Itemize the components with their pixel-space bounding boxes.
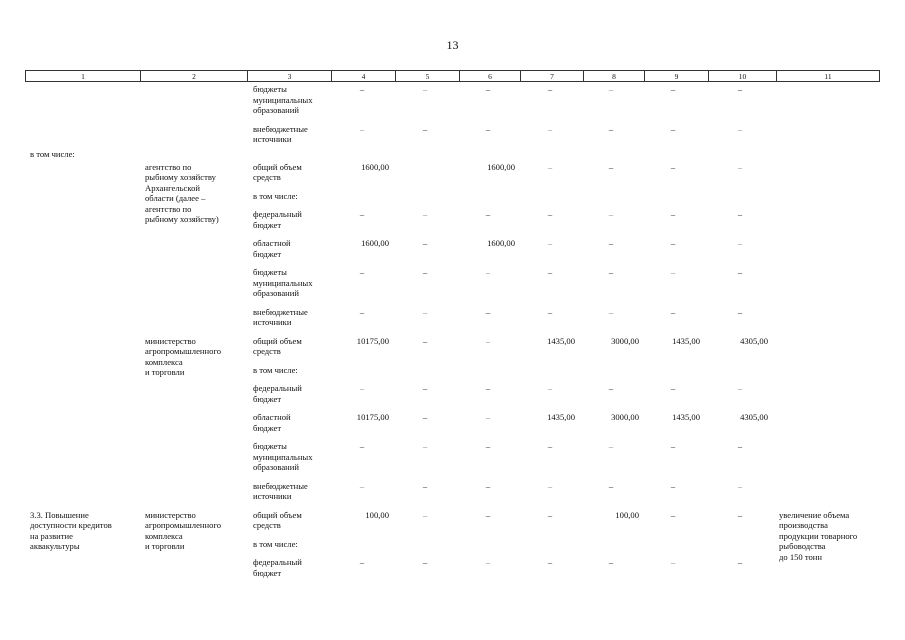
cell-dash: – bbox=[547, 557, 553, 567]
cell-dash: – bbox=[737, 84, 743, 94]
cell-dash: – bbox=[547, 161, 553, 172]
cell-dash: – bbox=[422, 412, 428, 422]
expected-result: до 150 тонн bbox=[779, 551, 822, 562]
cell-dash: – bbox=[737, 161, 743, 172]
cell-dash: – bbox=[737, 267, 743, 277]
executor-name: области (далее – bbox=[145, 193, 206, 203]
cell-dash: – bbox=[359, 441, 365, 451]
cell-dash: – bbox=[670, 557, 676, 567]
cell-value: 1600,00 bbox=[487, 238, 515, 248]
column-number-header bbox=[25, 70, 880, 82]
section-title: доступности кредитов bbox=[30, 520, 112, 530]
executor-name: рыбному хозяйству) bbox=[145, 214, 219, 224]
section-title: в том числе: bbox=[30, 148, 75, 159]
row-label: бюджет bbox=[253, 567, 282, 578]
cell-dash: – bbox=[670, 123, 676, 134]
cell-dash: – bbox=[670, 480, 676, 491]
cell-dash: – bbox=[737, 557, 743, 567]
cell-value: 3000,00 bbox=[611, 412, 639, 422]
section-title: аквакультуры bbox=[30, 541, 80, 551]
cell-dash: – bbox=[485, 412, 491, 422]
cell-dash: – bbox=[608, 557, 614, 567]
row-label: муниципальных bbox=[253, 94, 313, 105]
column-header-10: 10 bbox=[709, 71, 777, 82]
column-header-6: 6 bbox=[460, 71, 521, 82]
cell-value: 100,00 bbox=[615, 509, 639, 520]
cell-dash: – bbox=[547, 441, 553, 451]
executor-name: министерство bbox=[145, 335, 196, 346]
cell-dash: – bbox=[670, 441, 676, 451]
cell-dash: – bbox=[422, 267, 428, 277]
row-label: областной bbox=[253, 412, 291, 422]
expected-result: продукции товарного bbox=[779, 530, 858, 541]
executor-name: и торговли bbox=[145, 541, 185, 551]
row-label: бюджеты bbox=[253, 84, 287, 94]
cell-value: 1435,00 bbox=[672, 335, 700, 346]
cell-dash: – bbox=[422, 306, 428, 317]
row-label: федеральный bbox=[253, 557, 302, 567]
row-label: муниципальных bbox=[253, 277, 313, 288]
cell-dash: – bbox=[547, 84, 553, 94]
executor-name: комплекса bbox=[145, 530, 183, 541]
row-label: в том числе: bbox=[253, 364, 298, 375]
cell-value: 10175,00 bbox=[356, 335, 389, 346]
cell-dash: – bbox=[547, 238, 553, 248]
cell-value: 3000,00 bbox=[611, 335, 639, 346]
cell-dash: – bbox=[608, 267, 614, 277]
cell-dash: – bbox=[547, 306, 553, 317]
row-label: источники bbox=[253, 134, 292, 144]
row-label: средств bbox=[253, 520, 281, 530]
row-label: источники bbox=[253, 317, 292, 327]
column-header-11: 11 bbox=[777, 71, 880, 82]
column-header-3: 3 bbox=[248, 71, 332, 82]
cell-dash: – bbox=[670, 84, 676, 94]
cell-dash: – bbox=[547, 383, 553, 393]
cell-dash: – bbox=[608, 209, 614, 219]
cell-dash: – bbox=[737, 123, 743, 134]
executor-name: Архангельской bbox=[145, 182, 200, 193]
row-label: областной bbox=[253, 238, 291, 248]
cell-dash: – bbox=[608, 306, 614, 317]
cell-value: 4305,00 bbox=[740, 412, 768, 422]
column-header-9: 9 bbox=[645, 71, 709, 82]
executor-name: комплекса bbox=[145, 356, 183, 367]
column-header-7: 7 bbox=[521, 71, 584, 82]
row-label: средств bbox=[253, 346, 281, 356]
cell-dash: – bbox=[547, 123, 553, 134]
cell-dash: – bbox=[737, 238, 743, 248]
cell-dash: – bbox=[422, 335, 428, 346]
cell-dash: – bbox=[485, 480, 491, 491]
cell-dash: – bbox=[359, 306, 365, 317]
cell-dash: – bbox=[670, 161, 676, 172]
cell-dash: – bbox=[547, 267, 553, 277]
cell-dash: – bbox=[670, 238, 676, 248]
section-title: на развитие bbox=[30, 530, 73, 541]
cell-dash: – bbox=[485, 335, 491, 346]
row-label: внебюджетные bbox=[253, 123, 308, 134]
cell-dash: – bbox=[737, 383, 743, 393]
row-label: образований bbox=[253, 288, 299, 298]
cell-value: 1600,00 bbox=[361, 238, 389, 248]
expected-result: рыбоводства bbox=[779, 541, 826, 551]
cell-dash: – bbox=[608, 383, 614, 393]
cell-dash: – bbox=[670, 509, 676, 520]
cell-dash: – bbox=[608, 238, 614, 248]
cell-dash: – bbox=[547, 209, 553, 219]
column-header-8: 8 bbox=[584, 71, 645, 82]
cell-dash: – bbox=[670, 209, 676, 219]
row-label: в том числе: bbox=[253, 538, 298, 549]
cell-dash: – bbox=[547, 480, 553, 491]
row-label: бюджет bbox=[253, 248, 282, 259]
executor-name: и торговли bbox=[145, 367, 185, 377]
cell-value: 1600,00 bbox=[361, 161, 389, 172]
cell-dash: – bbox=[485, 509, 491, 520]
row-label: средств bbox=[253, 172, 281, 182]
row-label: бюджет bbox=[253, 422, 282, 433]
cell-dash: – bbox=[485, 383, 491, 393]
column-header-1: 1 bbox=[26, 71, 141, 82]
cell-dash: – bbox=[485, 557, 491, 567]
cell-dash: – bbox=[359, 123, 365, 134]
row-label: федеральный bbox=[253, 383, 302, 393]
cell-dash: – bbox=[737, 209, 743, 219]
row-label: образований bbox=[253, 462, 299, 472]
cell-dash: – bbox=[422, 238, 428, 248]
executor-name: агропромышленного bbox=[145, 346, 221, 356]
cell-dash: – bbox=[422, 557, 428, 567]
cell-value: 1435,00 bbox=[547, 412, 575, 422]
row-label: внебюджетные bbox=[253, 306, 308, 317]
row-label: общий объем bbox=[253, 161, 302, 172]
cell-value: 10175,00 bbox=[356, 412, 389, 422]
row-label: образований bbox=[253, 105, 299, 115]
cell-dash: – bbox=[737, 306, 743, 317]
cell-dash: – bbox=[608, 480, 614, 491]
cell-dash: – bbox=[359, 267, 365, 277]
executor-name: агентство по bbox=[145, 203, 192, 214]
cell-dash: – bbox=[670, 306, 676, 317]
cell-dash: – bbox=[608, 161, 614, 172]
column-header-4: 4 bbox=[332, 71, 396, 82]
cell-dash: – bbox=[485, 441, 491, 451]
cell-dash: – bbox=[737, 480, 743, 491]
cell-dash: – bbox=[670, 383, 676, 393]
cell-dash: – bbox=[359, 383, 365, 393]
row-label: бюджеты bbox=[253, 441, 287, 451]
cell-value: 1435,00 bbox=[547, 335, 575, 346]
cell-dash: – bbox=[359, 209, 365, 219]
row-label: общий объем bbox=[253, 509, 302, 520]
cell-dash: – bbox=[737, 509, 743, 520]
column-header-2: 2 bbox=[141, 71, 248, 82]
row-label: муниципальных bbox=[253, 451, 313, 462]
row-label: источники bbox=[253, 491, 292, 501]
cell-dash: – bbox=[608, 123, 614, 134]
cell-value: 1600,00 bbox=[487, 161, 515, 172]
section-title: 3.3. Повышение bbox=[30, 509, 89, 520]
executor-name: агентство по bbox=[145, 161, 192, 172]
cell-dash: – bbox=[485, 209, 491, 219]
cell-dash: – bbox=[422, 123, 428, 134]
column-header-5: 5 bbox=[396, 71, 460, 82]
row-label: внебюджетные bbox=[253, 480, 308, 491]
cell-dash: – bbox=[485, 267, 491, 277]
cell-value: 100,00 bbox=[365, 509, 389, 520]
cell-dash: – bbox=[547, 509, 553, 520]
cell-dash: – bbox=[608, 441, 614, 451]
row-label: в том числе: bbox=[253, 190, 298, 201]
row-label: бюджет bbox=[253, 393, 282, 404]
cell-dash: – bbox=[422, 441, 428, 451]
executor-name: рыбному хозяйству bbox=[145, 172, 216, 182]
cell-dash: – bbox=[608, 84, 614, 94]
cell-dash: – bbox=[485, 84, 491, 94]
cell-dash: – bbox=[737, 441, 743, 451]
expected-result: увеличение объема bbox=[779, 509, 850, 520]
row-label: бюджеты bbox=[253, 267, 287, 277]
cell-dash: – bbox=[422, 509, 428, 520]
cell-dash: – bbox=[485, 306, 491, 317]
expected-result: производства bbox=[779, 520, 828, 530]
cell-dash: – bbox=[422, 84, 428, 94]
row-label: общий объем bbox=[253, 335, 302, 346]
cell-dash: – bbox=[422, 209, 428, 219]
row-label: федеральный bbox=[253, 209, 302, 219]
row-label: бюджет bbox=[253, 219, 282, 230]
cell-dash: – bbox=[359, 84, 365, 94]
cell-dash: – bbox=[485, 123, 491, 134]
executor-name: министерство bbox=[145, 509, 196, 520]
cell-value: 1435,00 bbox=[672, 412, 700, 422]
cell-dash: – bbox=[359, 557, 365, 567]
page-number: 13 bbox=[446, 38, 459, 52]
cell-dash: – bbox=[422, 480, 428, 491]
cell-dash: – bbox=[359, 480, 365, 491]
cell-value: 4305,00 bbox=[740, 335, 768, 346]
cell-dash: – bbox=[670, 267, 676, 277]
executor-name: агропромышленного bbox=[145, 520, 221, 530]
cell-dash: – bbox=[422, 383, 428, 393]
